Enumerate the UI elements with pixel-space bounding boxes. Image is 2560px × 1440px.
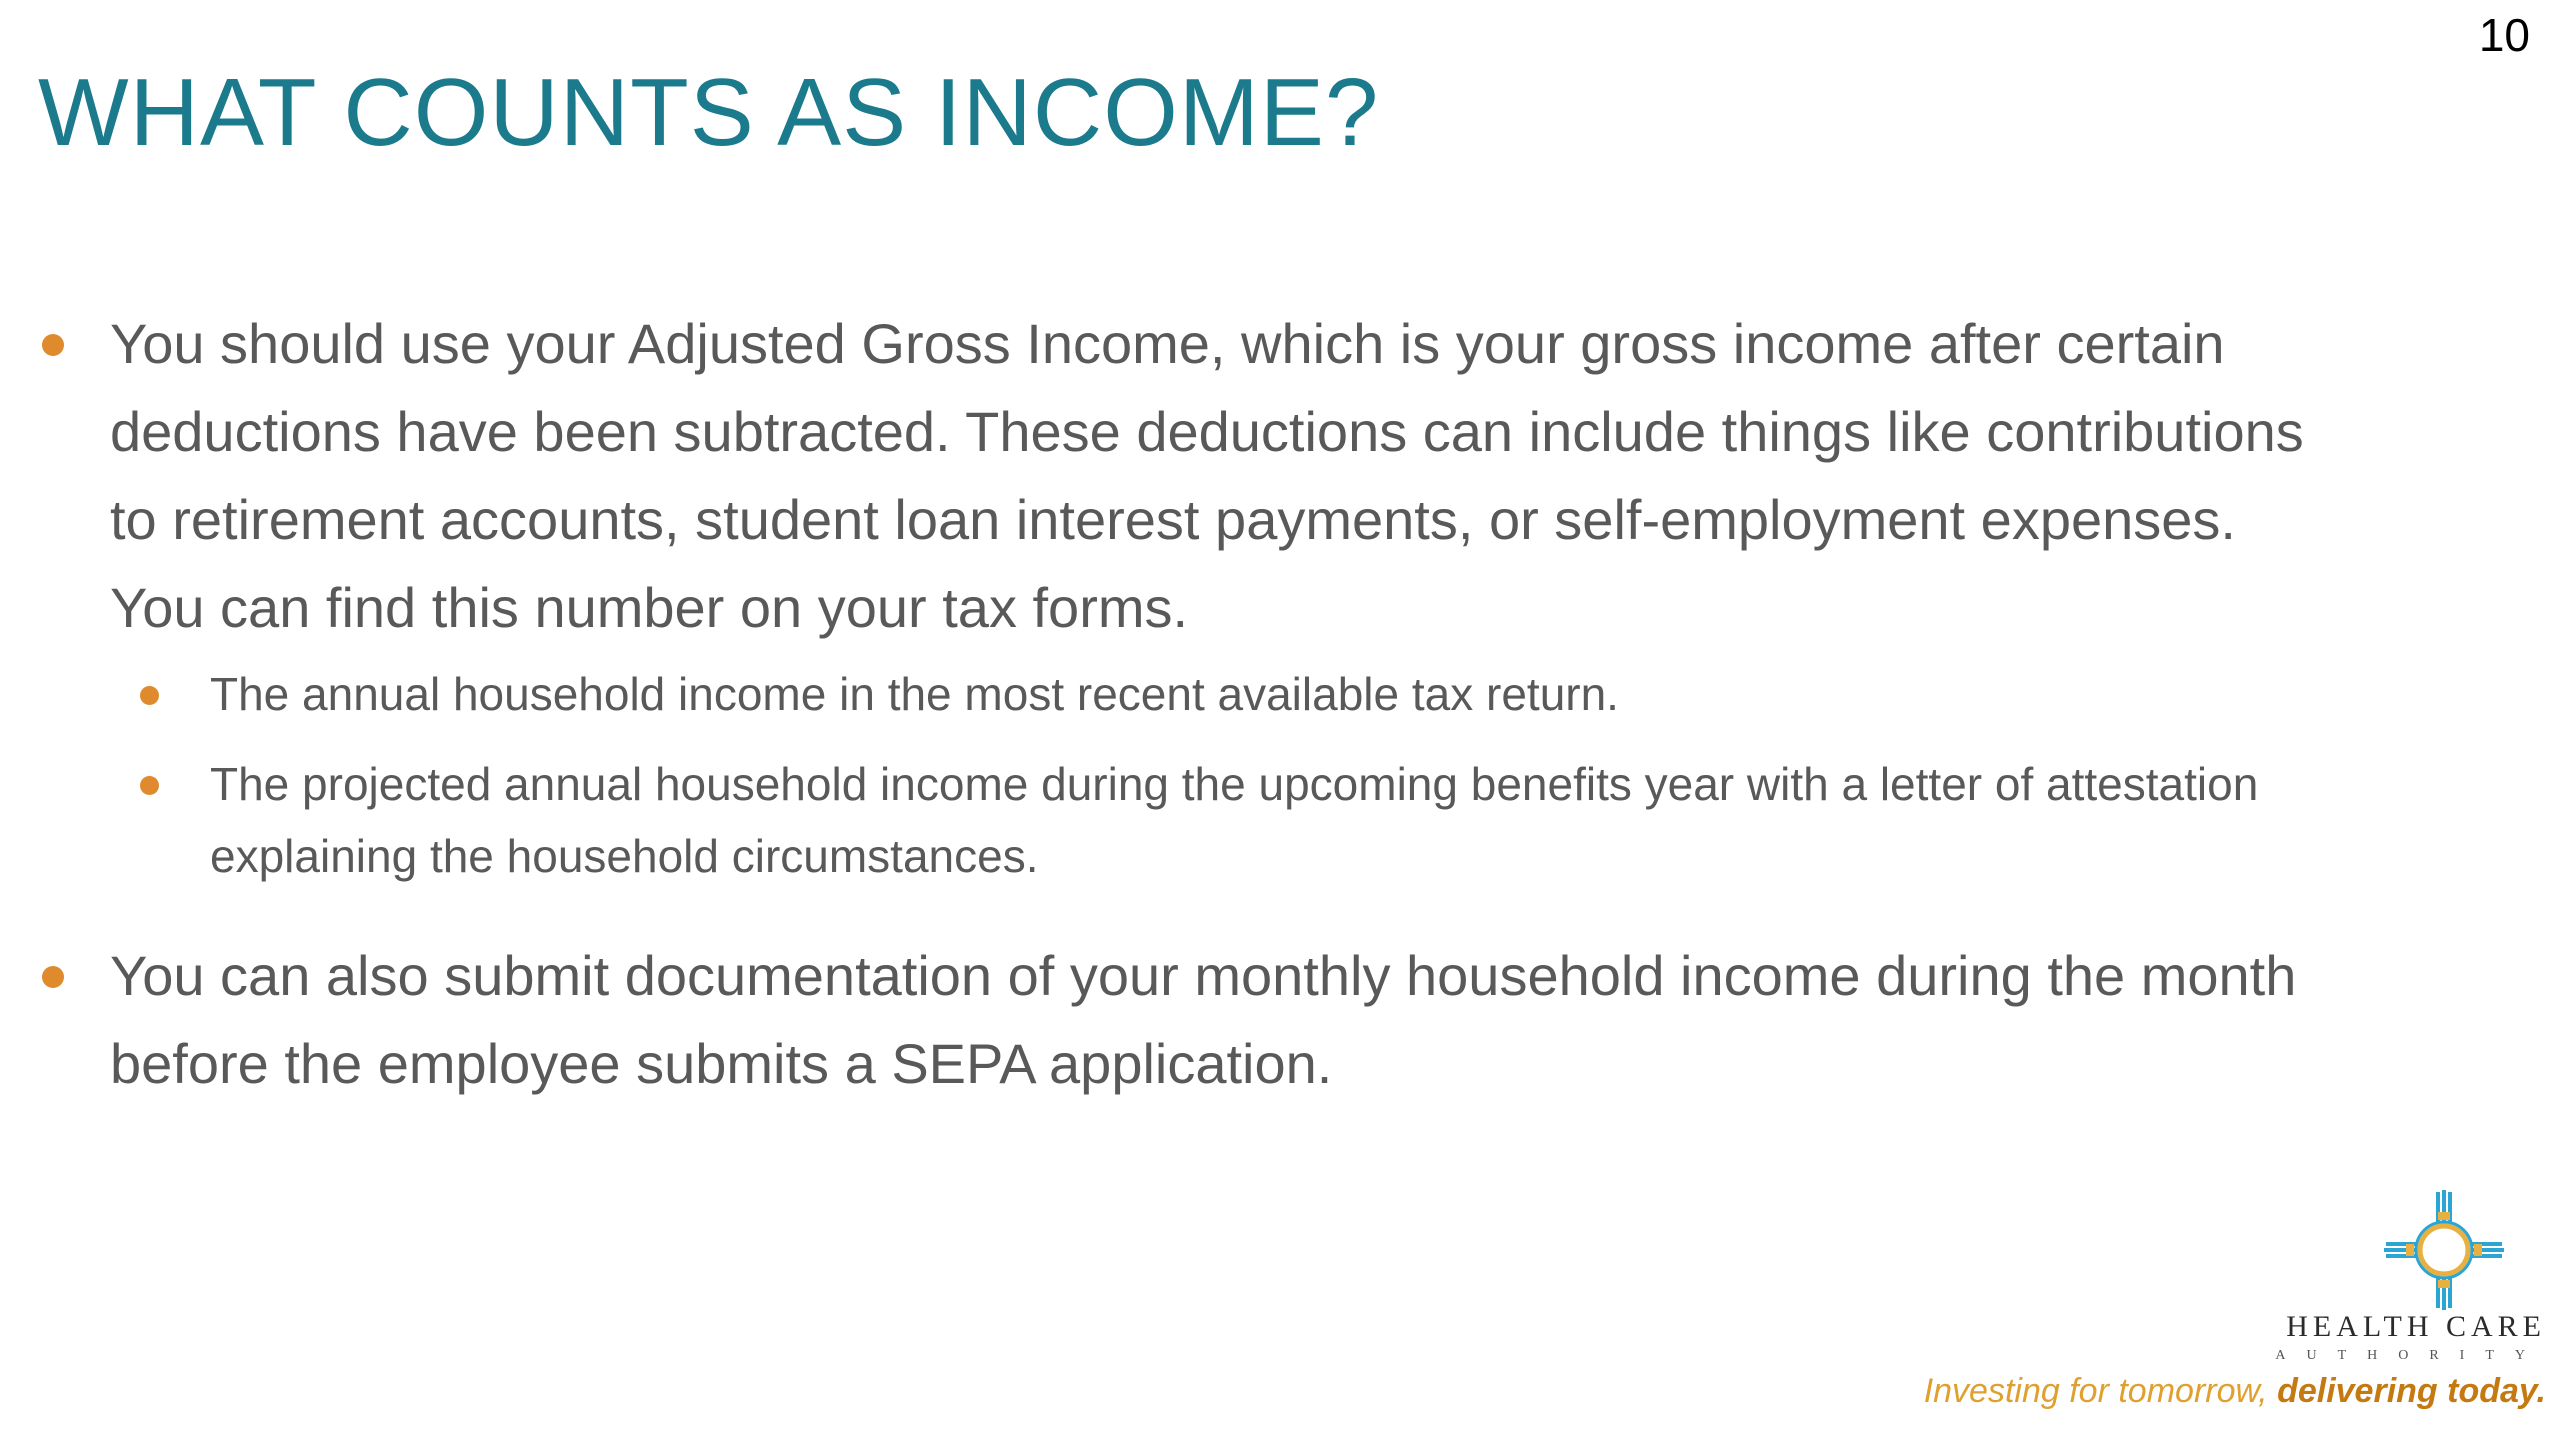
sub-bullet-text: The projected annual household income during the upcoming benefits year with a letter of attestation explaining the household circumstances. xyxy=(210,758,2259,882)
sub-bullet-dot-icon xyxy=(140,686,159,705)
logo-org-name: HEALTH CARE xyxy=(2286,1310,2546,1343)
bullet-item xyxy=(38,300,2338,652)
logo-org-sub: AUTHORITY xyxy=(2275,1348,2546,1363)
bullet-dot-icon xyxy=(42,334,64,356)
tagline xyxy=(1924,1372,2546,1411)
sub-bullet-list xyxy=(38,658,2338,892)
health-care-authority-logo xyxy=(1852,1190,2552,1420)
sub-bullet-item xyxy=(110,658,2338,730)
slide-number: 10 xyxy=(2478,9,2530,61)
bullet-dot-icon xyxy=(42,966,64,988)
zia-sun-icon xyxy=(2384,1190,2504,1310)
tagline-part2: delivering today. xyxy=(2277,1372,2546,1410)
bullet-item xyxy=(38,932,2338,1108)
sub-bullet-dot-icon xyxy=(140,776,159,795)
slide-content xyxy=(38,300,2338,1108)
bullet-text: You can also submit documentation of your monthly household income during the month before the employee submits a SEPA application. xyxy=(110,944,2297,1095)
sub-bullet-item xyxy=(110,748,2338,892)
bullet-text: You should use your Adjusted Gross Income, which is your gross income after certain deductions have been subtracted. These deductions can include things like contributions to retirement accounts, student loan interest payments, or self-employment expenses. You can find this number on your tax forms. xyxy=(110,312,2304,639)
slide-title: WHAT COUNTS AS INCOME? xyxy=(38,59,1380,166)
sub-bullet-text: The annual household income in the most recent available tax return. xyxy=(210,668,1619,720)
tagline-part1: Investing for tomorrow, xyxy=(1923,1372,2278,1410)
